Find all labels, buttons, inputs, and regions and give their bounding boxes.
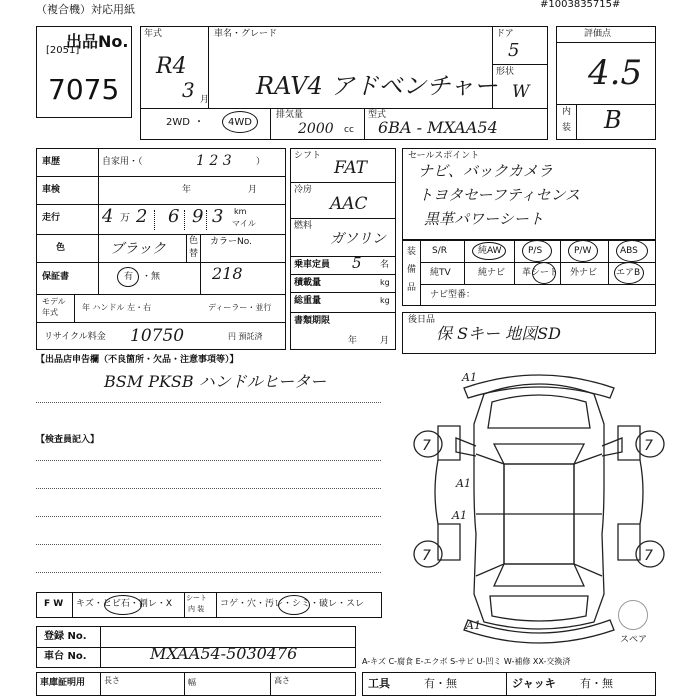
recycle-label: リサイクル料金	[44, 332, 106, 342]
damage-mark-side: A1	[452, 509, 467, 522]
inspection-month: 月	[248, 185, 258, 195]
jack-options: 有・無	[580, 677, 613, 690]
mileage-digit-2: 6	[168, 206, 180, 227]
displacement-value: 2000	[298, 121, 334, 137]
grade-value: 4.5	[588, 53, 643, 93]
color-no-value: 218	[212, 264, 243, 283]
shift-label: シフト	[294, 151, 322, 161]
name-value: RAV4 アドベンチャー	[256, 72, 498, 100]
equip-leather-circle	[532, 262, 556, 284]
interior-label-2: 装	[562, 123, 572, 133]
equipment-label-3: 品	[407, 283, 417, 293]
damage-legend: A-キズ C-腐食 E-エクボ S-サビ U-凹ミ W-補修 XX-交換済	[362, 657, 571, 666]
month-value: 3	[182, 78, 195, 102]
grade-label: 評価点	[584, 29, 612, 39]
svg-text:7: 7	[422, 438, 431, 454]
interior-label-1: 内	[562, 107, 572, 117]
fw-items: キズ・ヒビ石・割レ・X	[76, 599, 172, 609]
svg-text:7: 7	[422, 548, 431, 564]
model-year-label-2: 年式	[42, 308, 58, 317]
equipment-label-2: 備	[407, 265, 417, 275]
remarks-label: 【出品店申告欄（不良箇所・欠品・注意事項等）】	[36, 355, 239, 365]
drive-4wd: 4WD	[228, 117, 252, 128]
shape-value: W	[512, 82, 530, 102]
color-label: 色	[56, 243, 66, 253]
equip-pw: P/W	[574, 246, 592, 256]
ac-value: AAC	[330, 194, 368, 214]
spare-label: スペア	[620, 635, 648, 645]
seat-label-1: シート	[186, 594, 207, 602]
mileage-digit-4: 3	[212, 206, 224, 227]
sales-point-line-2: トヨタセーフティセンス	[418, 186, 581, 204]
drive-2wd: 2WD	[166, 117, 190, 128]
name-label: 車名・グレード	[214, 29, 278, 39]
spare-tire-icon	[618, 600, 648, 630]
equipment-label-1: 装	[407, 247, 417, 257]
inspection-label: 車検	[42, 185, 61, 195]
door-label: ドア	[496, 29, 514, 39]
equip-abs-circle	[616, 240, 648, 262]
tools-options: 有・無	[424, 677, 457, 690]
car-trunk	[490, 596, 588, 621]
lease-month: 月	[380, 336, 390, 346]
warranty-no: ・無	[142, 272, 161, 282]
fuel-label: 燃料	[294, 221, 313, 231]
lease-label: 書類期限	[294, 316, 331, 326]
remarks-value: BSM PKSB ハンドルヒーター	[104, 372, 327, 391]
form-title: （複合機）対応用紙	[36, 3, 135, 16]
equip-nav: 純ナビ	[478, 268, 506, 278]
damage-mark-front: A1	[462, 371, 477, 384]
car-mirror-left	[456, 438, 476, 456]
drive-sep: ・	[194, 117, 204, 128]
car-rear-bumper	[464, 620, 614, 643]
year-label: 年式	[144, 29, 163, 39]
equip-ext-nav: 外ナビ	[570, 268, 598, 278]
svg-text:7: 7	[644, 438, 653, 454]
capacity-unit: 名	[380, 260, 390, 270]
recycle-unit: 円 預託済	[228, 332, 263, 341]
history-options: 自家用・（	[102, 157, 143, 167]
mileage-digit-3: 9	[192, 206, 204, 227]
door-value: 5	[508, 40, 520, 61]
vin-value: MXAA54-5030476	[150, 644, 298, 663]
ac-label: 冷房	[294, 185, 313, 195]
nav-model-label: ナビ型番：	[430, 290, 476, 300]
color-change-1: 色	[189, 236, 199, 246]
equip-abs: ABS	[620, 246, 638, 256]
mileage-man: 4	[102, 206, 114, 227]
jack-label: ジャッキ	[512, 677, 556, 690]
equip-aw: 純AW	[478, 246, 502, 256]
lease-year: 年	[348, 336, 358, 346]
warranty-yes: 有	[124, 272, 134, 282]
damage-mark-roof: A1	[456, 477, 471, 490]
cert-width: 幅	[188, 678, 196, 687]
recycle-value: 10750	[130, 326, 185, 346]
history-value: 1 2 3	[196, 153, 232, 169]
car-hood	[488, 395, 590, 428]
damage-mark-rear: A1	[466, 619, 481, 632]
equip-tv: 純TV	[430, 268, 451, 278]
car-body-outline	[474, 384, 604, 629]
lot-bracket: [2051]	[46, 45, 80, 56]
lot-number: 7075	[48, 73, 120, 106]
svg-text:7: 7	[644, 548, 653, 564]
model-year-label-1: モデル	[42, 297, 66, 306]
color-value: ブラック	[110, 241, 166, 257]
load-unit: kg	[380, 278, 390, 287]
cert-label: 車庫証明用	[40, 678, 86, 688]
car-mirror-right	[602, 438, 622, 456]
mileage-unit-mile: マイル	[232, 219, 256, 228]
inspection-year: 年	[182, 185, 192, 195]
warranty-label: 保証書	[42, 272, 70, 282]
weight-label: 総重量	[294, 296, 322, 306]
model-label: 型式	[368, 110, 387, 120]
car-rear-window	[494, 564, 584, 586]
equip-sr: S/R	[432, 246, 447, 256]
shift-value: FAT	[334, 158, 368, 178]
displacement-unit: cc	[344, 125, 354, 135]
inspector-label: 【検査員記入】	[36, 435, 100, 445]
equip-aw-circle	[472, 242, 506, 260]
vin-label: 車台 No.	[44, 651, 87, 662]
history-close: ）	[256, 157, 266, 167]
seat-label-2: 内 装	[188, 605, 205, 613]
equip-airbag: エアB	[616, 268, 641, 278]
equip-ps: P/S	[528, 246, 543, 256]
mileage-digit-1: 2	[136, 206, 148, 227]
warranty-yes-circle	[117, 267, 139, 287]
equip-airbag-circle	[614, 262, 644, 284]
month-unit: 月	[200, 95, 210, 105]
load-label: 積載量	[294, 278, 322, 288]
sales-point-line-3: 黒革パワーシート	[424, 210, 544, 228]
reg-label: 登録 No.	[44, 631, 87, 642]
color-no-label: カラーNo.	[210, 237, 252, 247]
fw-chip-circle	[104, 595, 142, 615]
rear-items-label: 後日品	[408, 315, 436, 325]
equip-ps-circle	[522, 240, 552, 262]
drive-4wd-circle	[222, 111, 258, 133]
handle-text: 年 ハンドル 左・右	[82, 303, 152, 312]
mileage-man-unit: 万	[120, 213, 130, 224]
mileage-label: 走行	[42, 213, 61, 223]
top-number: #1003835715#	[540, 0, 621, 10]
seat-stain-circle	[278, 595, 310, 615]
rear-items-value: 保 Sキー 地図SD	[436, 324, 561, 343]
history-label: 車歴	[42, 157, 61, 167]
shape-label: 形状	[496, 67, 515, 77]
car-windshield	[494, 444, 584, 464]
tools-label: 工具	[368, 677, 390, 690]
color-change-2: 替	[189, 249, 199, 259]
sales-point-line-1: ナビ、バックカメラ	[418, 162, 553, 180]
lot-label: 出品No.	[66, 32, 129, 51]
fw-label: F W	[44, 599, 64, 609]
dealer-text: ディーラー・並行	[208, 303, 272, 312]
displacement-label: 排気量	[276, 110, 304, 120]
cert-length: 長さ	[104, 676, 120, 685]
seat-items: コゲ・穴・汚レ・シミ・破レ・スレ	[220, 599, 365, 609]
sales-point-label: セールスポイント	[408, 151, 480, 161]
weight-unit: kg	[380, 296, 390, 305]
equip-pw-circle	[568, 240, 598, 262]
capacity-label: 乗車定員	[294, 260, 331, 270]
interior-value: B	[604, 106, 622, 134]
year-value: R4	[156, 54, 187, 79]
model-value: 6BA - MXAA54	[378, 118, 498, 137]
mileage-unit-km: km	[234, 207, 247, 216]
capacity-value: 5	[352, 254, 362, 272]
cert-height: 高さ	[274, 676, 290, 685]
equip-leather: 革シート	[522, 268, 559, 278]
fuel-value: ガソリン	[330, 231, 386, 247]
